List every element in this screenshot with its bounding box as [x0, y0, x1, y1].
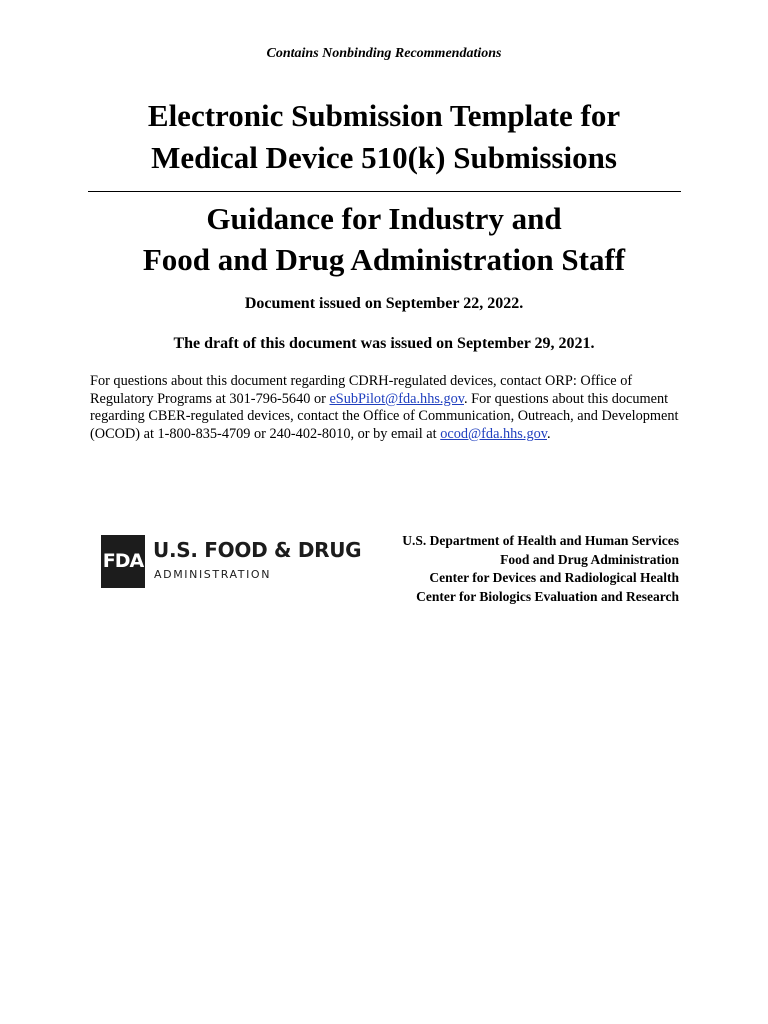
contact-paragraph — [90, 373, 680, 443]
document-subtitle-line-1: Guidance for Industry and — [206, 201, 562, 236]
title-divider — [88, 191, 681, 192]
agency-list — [340, 532, 679, 606]
fda-logo-subtext: ADMINISTRATION — [154, 568, 272, 581]
document-title-line-2: Medical Device 510(k) Submissions — [151, 140, 617, 175]
header-note: Contains Nonbinding Recommendations — [266, 46, 502, 61]
agency-line: U.S. Department of Health and Human Services — [402, 533, 679, 548]
fda-logo-wordmark: U.S. FOOD & DRUG — [153, 538, 362, 562]
issued-date: Document issued on September 22, 2022. — [244, 295, 524, 312]
contact-text-2: . For questions about this document regarding CBER-regulated devices, contact the Office of Communication, Outreach, and Development (OCOD) at 1-800-835-4709 or 240-402-8010, or by email at — [90, 390, 679, 442]
document-subtitle-line-2: Food and Drug Administration Staff — [142, 242, 626, 277]
fda-logo-mark: FDA — [101, 535, 145, 588]
agency-line: Center for Biologics Evaluation and Research — [416, 588, 679, 604]
contact-text-3: . — [546, 425, 551, 442]
agency-line: Food and Drug Administration — [500, 551, 679, 567]
document-title-line-1: Electronic Submission Template for — [147, 98, 621, 133]
ocod-email-link[interactable]: ocod@fda.hhs.gov — [440, 425, 547, 442]
contact-text-1: For questions about this document regarding CDRH-regulated devices, contact ORP: Office of Regulatory Programs at 301-796-5640 or — [90, 373, 633, 407]
document-subtitle — [60, 198, 708, 280]
agency-line: Center for Devices and Radiological Health — [429, 570, 679, 585]
esubpilot-email-link[interactable]: eSubPilot@fda.hhs.gov — [329, 390, 464, 407]
draft-date: The draft of this document was issued on September 29, 2021. — [173, 335, 595, 352]
document-title — [60, 95, 708, 179]
fda-logo — [101, 535, 362, 589]
